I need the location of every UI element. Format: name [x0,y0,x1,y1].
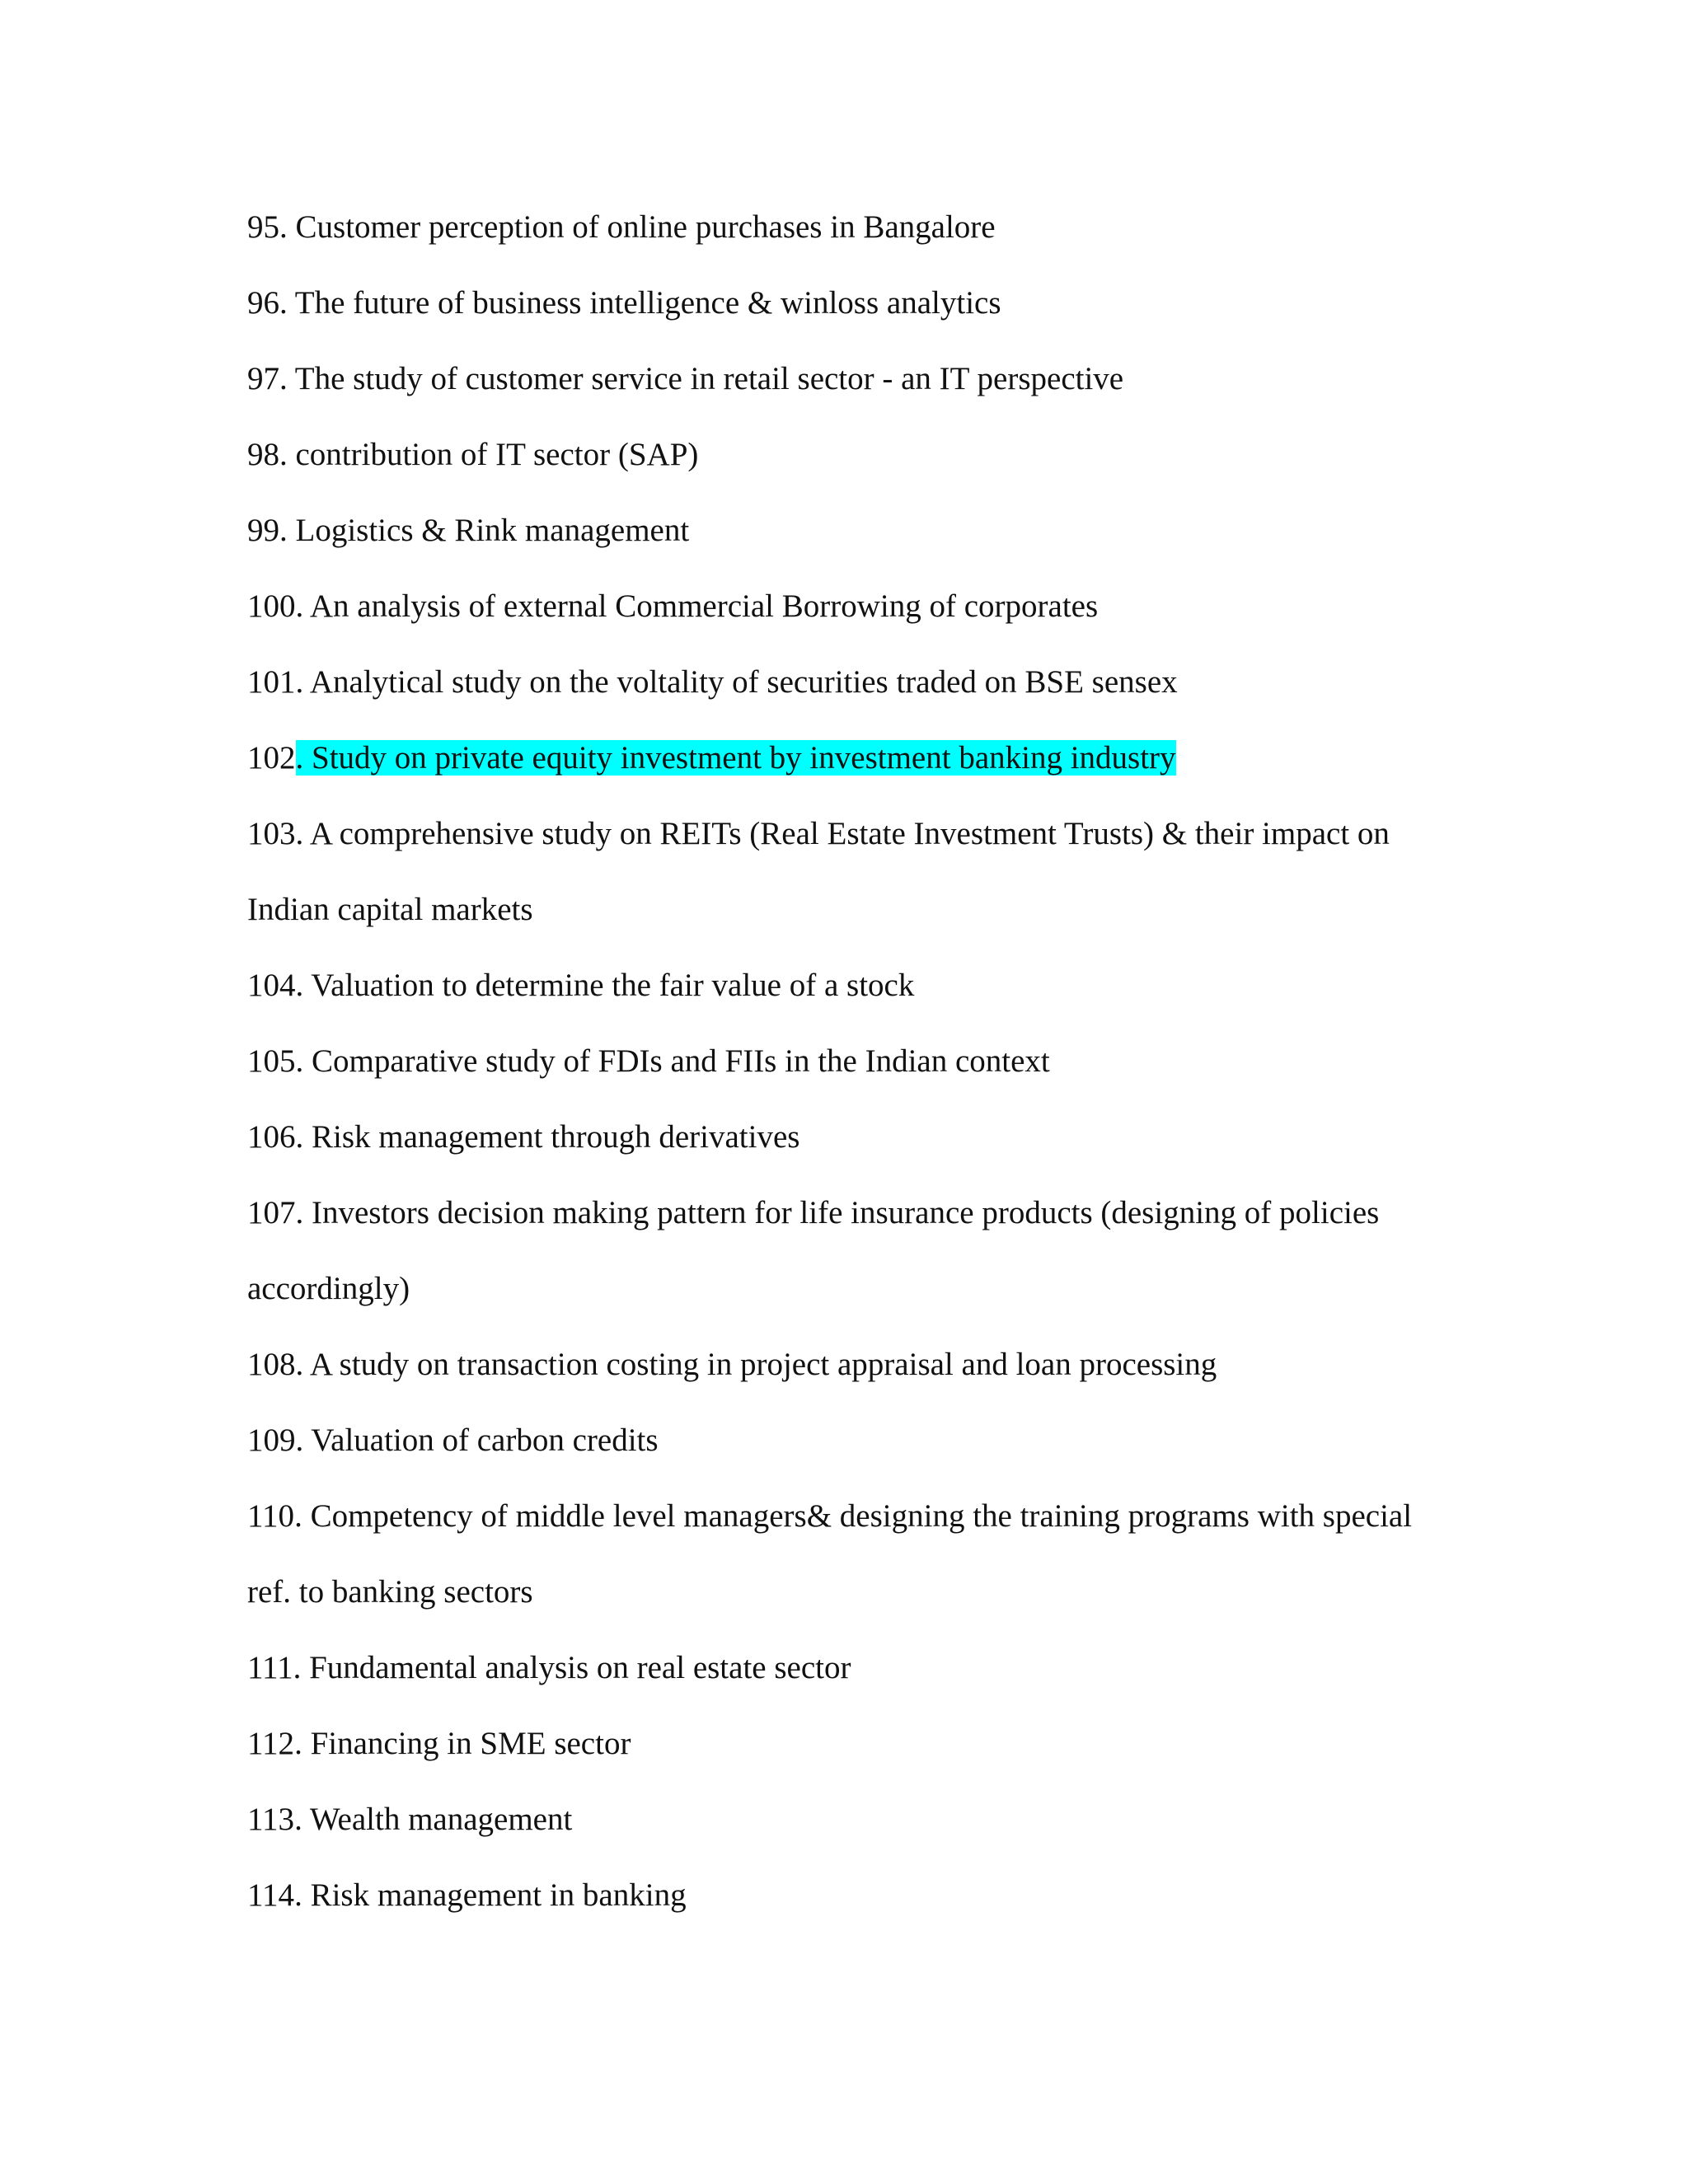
list-item [247,1782,1484,1858]
item-text: Indian capital markets [247,892,533,927]
list-item [247,1858,1484,1933]
item-number: 103 [247,816,296,851]
list-item-continuation [247,1251,1484,1327]
item-text: . Financing in SME sector [294,1726,631,1761]
list-item-highlighted [247,720,1484,796]
item-text: . A comprehensive study on REITs (Real Estate Investment Trusts) & their impact on [295,816,1390,851]
item-text: accordingly) [247,1271,410,1306]
list-item [247,190,1484,265]
item-text: . Logistics & Rink management [279,513,690,548]
item-number: 114 [247,1877,295,1913]
list-item [247,265,1484,341]
list-item [247,341,1484,417]
item-number: 111 [247,1650,293,1685]
item-number: 96 [247,285,279,321]
item-number: 101 [247,664,296,700]
item-number: 105 [247,1043,296,1079]
list-item-continuation [247,872,1484,948]
list-item [247,1099,1484,1175]
list-item [247,493,1484,569]
item-text: . Analytical study on the voltality of securities traded on BSE sensex [295,664,1178,700]
item-text: . Wealth management [294,1802,573,1837]
list-item-continuation [247,1554,1484,1630]
item-text: . Fundamental analysis on real estate sector [293,1650,851,1685]
list-item [247,417,1484,493]
item-number: 99 [247,513,279,548]
item-number: 98 [247,437,279,472]
item-number: 108 [247,1347,296,1382]
list-item [247,1403,1484,1479]
list-item [247,1327,1484,1403]
list-item [247,1175,1484,1251]
list-item [247,1630,1484,1706]
item-text: . Investors decision making pattern for life insurance products (designing of policies [295,1195,1380,1230]
topic-list [247,190,1484,1933]
item-text: . Comparative study of FDIs and FIIs in the Indian context [295,1043,1050,1079]
item-text: . A study on transaction costing in project appraisal and loan processing [295,1347,1217,1382]
item-text: . Valuation to determine the fair value of a stock [295,968,915,1003]
item-number: 113 [247,1802,295,1837]
list-item [247,948,1484,1024]
item-number: 102 [247,740,296,776]
item-text: . Risk management through derivatives [295,1119,800,1155]
highlighted-text: . Study on private equity investment by investment banking industry [295,740,1176,776]
list-item [247,1706,1484,1782]
item-text: ref. to banking sectors [247,1574,533,1610]
item-number: 104 [247,968,296,1003]
item-text: . Competency of middle level managers& designing the training programs with special [294,1498,1413,1534]
item-number: 112 [247,1726,295,1761]
item-text: . The study of customer service in retail sector - an IT perspective [279,361,1124,396]
item-number: 110 [247,1498,295,1534]
item-number: 109 [247,1422,296,1458]
item-number: 107 [247,1195,296,1230]
item-text: . contribution of IT sector (SAP) [279,437,699,472]
item-number: 100 [247,588,296,624]
list-item [247,1024,1484,1099]
item-number: 106 [247,1119,296,1155]
item-text: . Valuation of carbon credits [295,1422,659,1458]
item-number: 95 [247,209,279,245]
item-number: 97 [247,361,279,396]
item-text: . Customer perception of online purchases in Bangalore [279,209,996,245]
list-item [247,796,1484,872]
list-item [247,644,1484,720]
list-item [247,569,1484,644]
item-text: . Risk management in banking [294,1877,687,1913]
item-text: . The future of business intelligence & winloss analytics [279,285,1001,321]
item-text: . An analysis of external Commercial Borrowing of corporates [295,588,1099,624]
list-item [247,1479,1484,1554]
